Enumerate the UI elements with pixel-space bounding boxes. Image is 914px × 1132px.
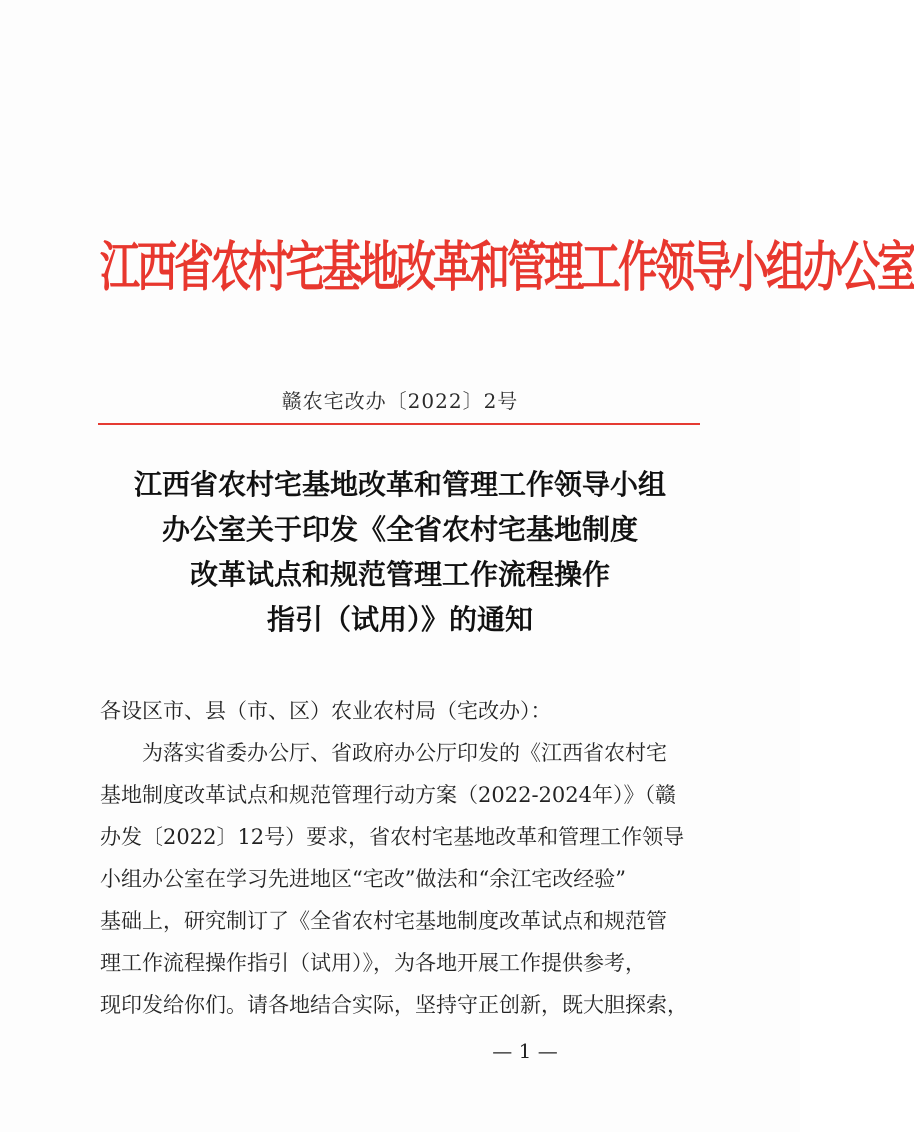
red-separator-line bbox=[98, 423, 700, 425]
notice-title bbox=[100, 462, 700, 642]
notice-title-line: 办公室关于印发《全省农村宅基地制度 bbox=[161, 513, 638, 546]
body-line: 基础上，研究制订了《全省农村宅基地制度改革试点和规范管 bbox=[100, 909, 667, 933]
document-body bbox=[100, 690, 700, 1026]
notice-title-line: 指引（试用）》的通知 bbox=[266, 603, 533, 636]
body-line: 为落实省委办公厅、省政府办公厅印发的《江西省农村宅 bbox=[142, 741, 667, 765]
body-line: 现印发给你们。请各地结合实际，坚持守正创新，既大胆探索， bbox=[100, 993, 688, 1017]
body-line: 基地制度改革试点和规范管理行动方案（2022-2024年）》（赣 bbox=[100, 783, 676, 807]
body-line: 办发〔2022〕12号）要求，省农村宅基地改革和管理工作领导 bbox=[100, 825, 685, 849]
document-number: 赣农宅改办〔2022〕2号 bbox=[281, 389, 519, 413]
page-number: — 1 — bbox=[492, 1039, 558, 1063]
notice-title-line: 改革试点和规范管理工作流程操作 bbox=[189, 558, 610, 591]
notice-title-line: 江西省农村宅基地改革和管理工作领导小组 bbox=[133, 468, 666, 501]
body-line: 小组办公室在学习先进地区“宅改”做法和“余江宅改经验” bbox=[100, 867, 626, 891]
body-line: 理工作流程操作指引（试用）》，为各地开展工作提供参考， bbox=[100, 951, 646, 975]
salutation: 各设区市、县（市、区）农业农村局（宅改办）： bbox=[100, 699, 552, 723]
issuing-organization-header: 江西省农村宅基地改革和管理工作领导小组办公室 bbox=[100, 235, 914, 300]
